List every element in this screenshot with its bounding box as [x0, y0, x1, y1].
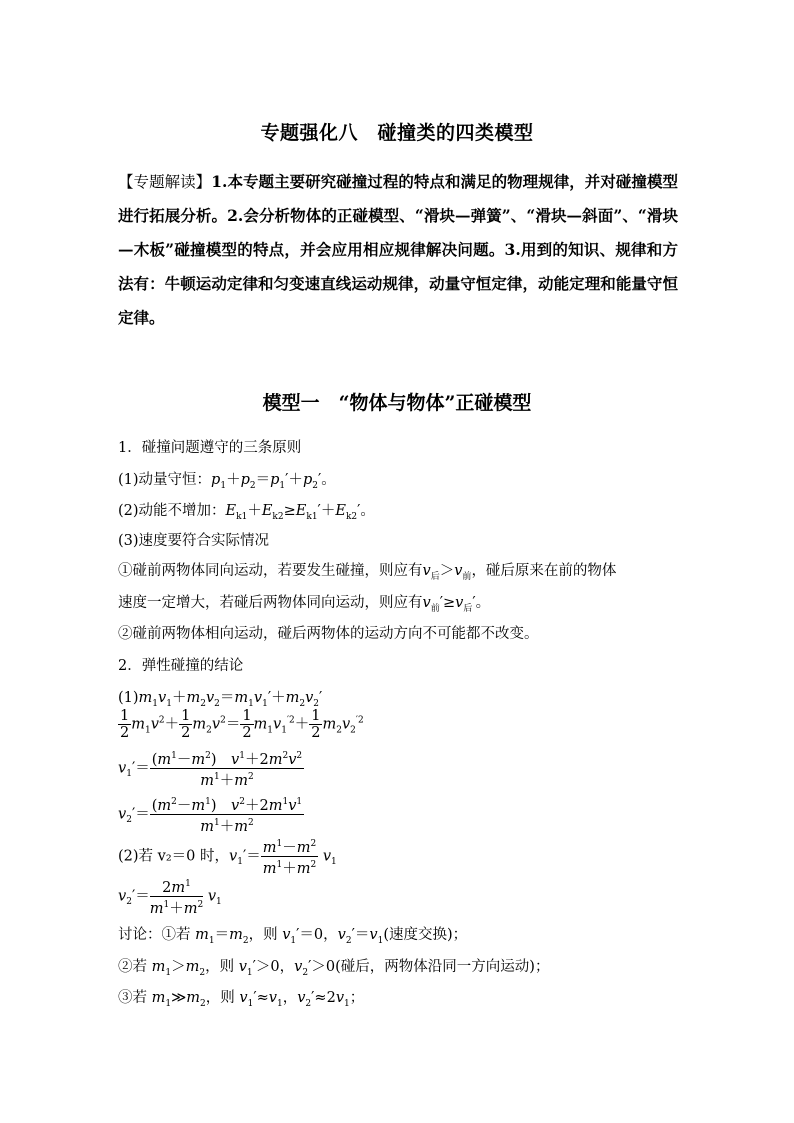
- model1-title: 模型一 “物体与物体”正碰模型: [262, 392, 532, 414]
- case-v2-prime: $v_2'=$ $\frac{2m^1}{m^1+m^2}$ $v_1$: [118, 876, 222, 917]
- principle-velocity: (3)速度要符合实际情况: [118, 533, 270, 549]
- condition-1a: ①碰前两物体同向运动，若要发生碰撞，则应有$v_后>v_前$，碰后原来在前的物体: [118, 563, 617, 582]
- principle-energy: (2)动能不增加：$E_{k1}+E_{k2}\ge E_{k1}'+E_{k2}'$。: [118, 503, 375, 522]
- page-title: 专题强化八 碰撞类的四类模型: [260, 122, 534, 144]
- section1-heading: 1．碰撞问题遵守的三条原则: [118, 440, 302, 456]
- discussion-2: ②若 $m_1>m_2$，则 $v_1'>0$，$v_2'>0$(碰后，两物体沿同一方向运动)；: [118, 959, 550, 978]
- formula-v2-prime: $v_2'=$ $\frac{(m^2-m^1) v^2+2m^1v^1}{m^1+m^2}$: [118, 794, 304, 835]
- section2-heading: 2．弹性碰撞的结论: [118, 658, 244, 674]
- principle-momentum: (1)动量守恒：$p_1+p_2=p_1'+p_2'$。: [118, 472, 336, 491]
- case-v2-zero: (2)若 v₂＝0 时，$v_1'=$ $\frac{m^1-m^2}{m^1+m^2}$ $v_1$: [118, 836, 337, 877]
- intro-paragraph: [118, 165, 678, 335]
- intro-label: 【专题解读】: [118, 173, 212, 191]
- discussion-3: ③若 $m_1≫m_2$，则 $v_1'\approx v_1$，$v_2'\approx 2v_1$；: [118, 990, 365, 1009]
- condition-1b: 速度一定增大，若碰后两物体同向运动，则应有$v_前'\ge v_后'$。: [118, 595, 491, 614]
- discussion-1: 讨论：①若 $m_1=m_2$，则 $v_1'=0$，$v_2'=v_1$(速度交换)；: [118, 927, 468, 946]
- equation-energy: $\frac{1}{2}$ $m_1v^2+$ $\frac{1}{2}$ $m_2v^2=$ $\frac{1}{2}$ $m_1v_1^{'2}+$ $\frac{1}{2}$ $m_2v_2^{'2}$: [120, 708, 364, 741]
- equation-momentum: $(1)m_1v_1+m_2v_2=m_1v_1'+m_2v_2'$: [118, 690, 323, 709]
- condition-2: ②碰前两物体相向运动，碰后两物体的运动方向不可能都不改变。: [118, 626, 539, 642]
- formula-v1-prime: $v_1'=$ $\frac{(m^1-m^2) v^1+2m^2v^2}{m^1+m^2}$: [118, 748, 304, 789]
- intro-text: 1.本专题主要研究碰撞过程的特点和满足的物理规律，并对碰撞模型进行拓展分析。2.会分析物体的正碰模型、“滑块—弹簧”、“滑块—斜面”、“滑块—木板”碰撞模型的特点，并会应用相应规律解决问题。3.用到的知识、规律和方法有：牛顿运动定律和匀变速直线运动规律，动量守恒定律，动能定理和能量守恒定律。: [118, 172, 678, 327]
